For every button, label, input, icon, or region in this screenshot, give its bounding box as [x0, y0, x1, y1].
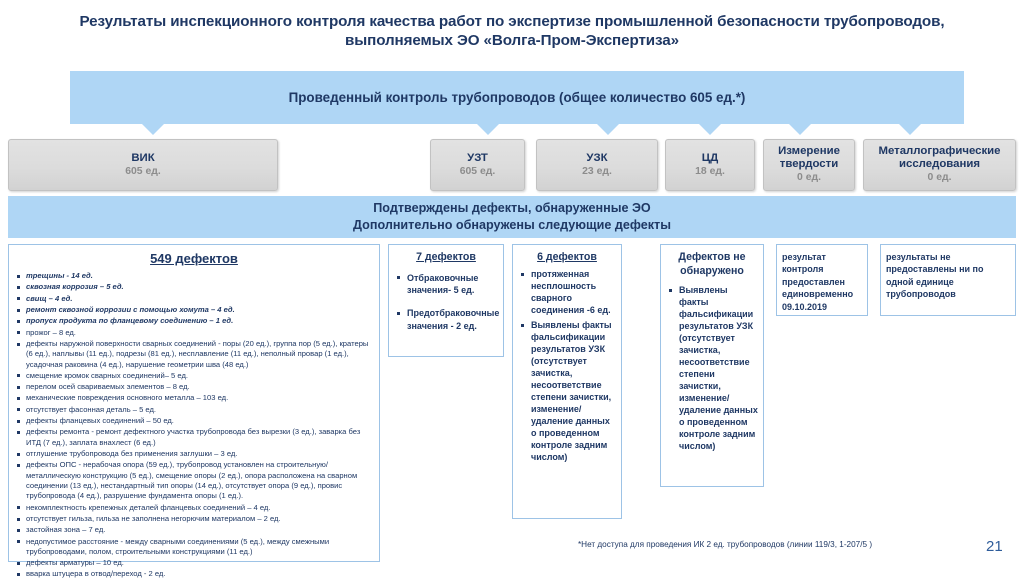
list-item: вварка штуцера в отвод/переход - 2 ед. [14, 569, 374, 579]
connector-arrow-uzt [477, 124, 499, 135]
method-box-uzk [536, 139, 658, 191]
method-box-cd [665, 139, 755, 191]
list-item: прожог – 8 ед. [14, 328, 374, 338]
list-item: протяженная несплошность сварного соединения -6 ед. [518, 269, 616, 317]
method-box-hardness [763, 139, 855, 191]
list-item: механические повреждения основного металла – 103 ед. [14, 393, 374, 403]
list-item: Отбраковочные значения- 5 ед. [394, 272, 498, 296]
method-name: УЗТ [467, 151, 488, 164]
list-item: смещение кромок сварных соединений– 5 ед. [14, 371, 374, 381]
list-item: сквозная коррозия – 5 ед. [14, 282, 374, 292]
column-metallography-result [880, 244, 1016, 316]
column-header: 6 дефектов [537, 251, 597, 263]
control-methods-row [0, 139, 1024, 191]
method-box-uzt [430, 139, 525, 191]
connector-arrow-cd [699, 124, 721, 135]
list-item: дефекты арматуры – 10 ед. [14, 558, 374, 568]
metallography-result-text: результаты не предоставлены ни по одной единице трубопроводов [886, 252, 984, 300]
method-box-metallography [863, 139, 1016, 191]
column-header: 7 дефектов [416, 251, 476, 263]
method-quantity: 0 ед. [927, 172, 952, 184]
defects-6-list [518, 269, 616, 464]
list-item: пропуск продукта по фланцевому соединению – 1 ед. [14, 316, 374, 326]
method-box-vik [8, 139, 278, 191]
list-item: ремонт сквозной коррозии с помощью хомута – 4 ед. [14, 305, 374, 315]
column-header: 549 дефектов [150, 251, 238, 266]
banner-total-control [70, 71, 964, 124]
column-header: Дефектов не обнаружено [678, 251, 746, 277]
list-item: Выявлены факты фальсификации результатов УЗК (отсутствует зачистка, несоответствие степени зачистки, изменение/ удаление данных о проведенном контроле задним числом) [666, 285, 758, 453]
list-item: Предотбраковочные значения - 2 ед. [394, 307, 498, 331]
connector-arrow-hardness [789, 124, 811, 135]
list-item: некомплектность крепежных деталей фланцевых соединений – 4 ед. [14, 503, 374, 513]
list-item: перелом осей свариваемых элементов – 8 ед. [14, 382, 374, 392]
list-item: Выявлены факты фальсификации результатов УЗК (отсутствует зачистка, несоответствие степени зачистки, изменение/ удаление данных о проведенном контроле задним числом) [518, 320, 616, 464]
column-defects-6 [512, 244, 622, 519]
banner-confirmed-defects [8, 196, 1016, 238]
method-quantity: 23 ед. [582, 165, 612, 177]
list-item: трещины - 14 ед. [14, 271, 374, 281]
list-item: свищ – 4 ед. [14, 294, 374, 304]
method-quantity: 0 ед. [797, 172, 821, 184]
connector-arrow-uzk [597, 124, 619, 135]
hardness-result-text: результат контроля предоставлен единовременно 09.10.2019 [782, 252, 854, 312]
connector-arrow-vik [142, 124, 164, 135]
method-name: Измерение твердости [778, 145, 840, 171]
no-defects-list [666, 285, 758, 453]
page-title: Результаты инспекционного контроля качества работ по экспертизе промышленной безопасности трубопроводов, выполняемых ЭО «Волга-Пром-Экспертиза» [79, 13, 945, 50]
column-defects-7 [388, 244, 504, 357]
list-item: отсутствует гильза, гильза не заполнена негорючим материалом – 2 ед. [14, 514, 374, 524]
list-item: дефекты ОПС - нерабочая опора (59 ед.), трубопровод установлен на строительную/металлическую конструкцию (5 ед.), смещение опоры (2 ед.), опора расположена на сварном соединении (13 ед.), нестандартный тип опоры (14 ед.), отсутствует опора (9 ед.), провис трубопровода (4 ед.), разрушение фундамента опоры (1 ед.). [14, 460, 374, 501]
method-name: ЦД [701, 151, 719, 164]
banner-confirmed-line2: Дополнительно обнаружены следующие дефекты [353, 218, 671, 232]
defects-list [14, 271, 374, 580]
method-quantity: 605 ед. [125, 165, 161, 177]
method-name: Металлографические исследования [878, 145, 1001, 171]
list-item: застойная зона – 7 ед. [14, 525, 374, 535]
column-no-defects [660, 244, 764, 487]
footnote: *Нет доступа для проведения ИК 2 ед. трубопроводов (линии 119/3, 1-207/5 ) [578, 540, 873, 549]
banner-total-control-text: Проведенный контроль трубопроводов (общее количество 605 ед.*) [288, 90, 746, 105]
list-item: дефекты фланцевых соединений – 50 ед. [14, 416, 374, 426]
list-item: недопустимое расстояние - между сварными соединениями (5 ед.), между смежными трубопроводами, полом, строительными конструкциями (11 ед.) [14, 537, 374, 558]
method-quantity: 605 ед. [459, 165, 496, 177]
page-number: 21 [986, 538, 1003, 555]
column-hardness-result [776, 244, 868, 316]
column-defects-549 [8, 244, 380, 579]
list-item: дефекты наружной поверхности сварных соединений - поры (20 ед.), группа пор (5 ед.), кратеры (6 ед.), наплывы (11 ед.), подрезы (81 ед.), несплавление (11 ед.), неполный провар (1 ед.), усадочная раковина (4 ед.), нарушение геометрии шва (48 ед.) [14, 339, 374, 370]
list-item: отглушение трубопровода без применения заглушки – 3 ед. [14, 449, 374, 459]
defects-7-list [394, 272, 498, 332]
method-name: УЗК [586, 151, 608, 164]
connector-arrow-metallography [899, 124, 921, 135]
list-item: отсутствует фасонная деталь – 5 ед. [14, 405, 374, 415]
method-name: ВИК [131, 151, 155, 164]
list-item: дефекты ремонта - ремонт дефектного участка трубопровода без вырезки (3 ед.), заварка без ИТД (7 ед.), заплата внахлест (6 ед.) [14, 427, 374, 448]
banner-confirmed-line1: Подтверждены дефекты, обнаруженные ЭО [373, 201, 651, 216]
method-quantity: 18 ед. [695, 165, 725, 177]
